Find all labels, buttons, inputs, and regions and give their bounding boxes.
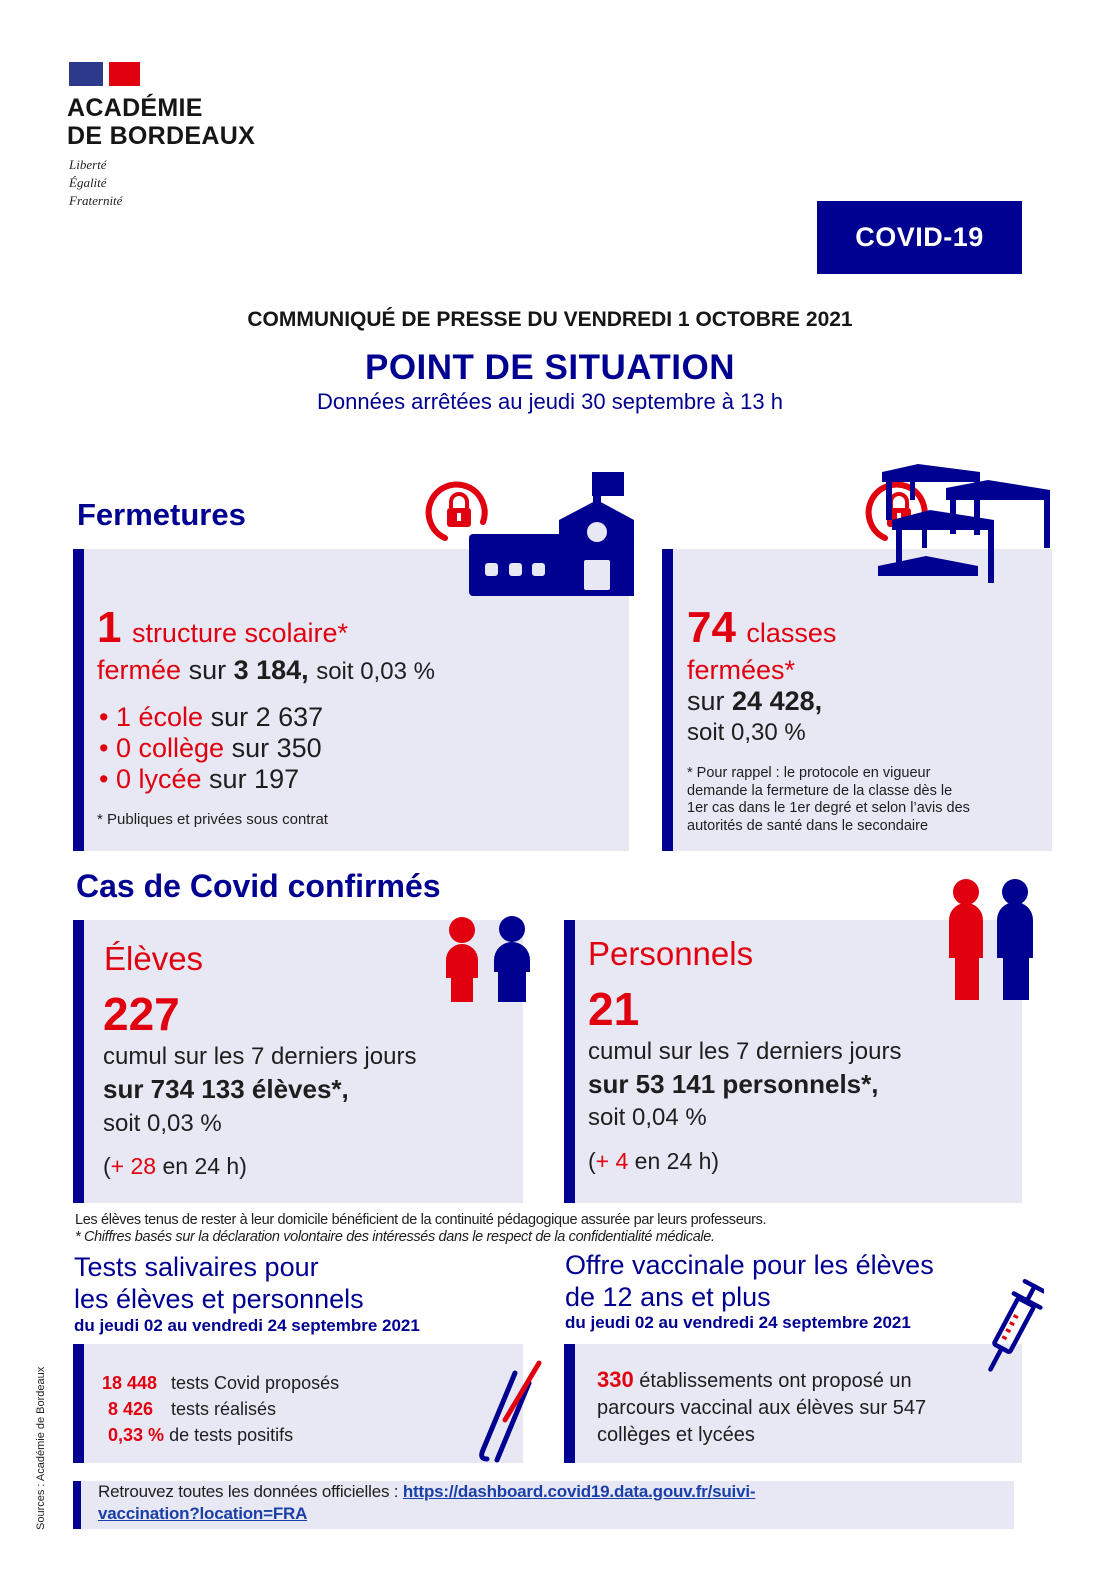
classes-headline bbox=[687, 603, 836, 653]
vaccin-title-line2: de 12 ans et plus bbox=[565, 1282, 771, 1312]
tests-period: du jeudi 02 au vendredi 24 septembre 2021 bbox=[74, 1316, 420, 1335]
footnote-line: autorités de santé dans le secondaire bbox=[687, 817, 929, 834]
bullet: • bbox=[99, 764, 109, 794]
staff-cumul-label: cumul sur les 7 derniers jours bbox=[588, 1038, 902, 1065]
classes-total-line bbox=[687, 686, 822, 717]
page-title: POINT DE SITUATION bbox=[364, 348, 736, 387]
school-building-icon bbox=[467, 470, 637, 598]
vaccin-count: 330 bbox=[597, 1367, 634, 1392]
declaration-note: * Chiffres basés sur la déclaration volontaire des intéressés dans le respect de la confidentialité médicale. bbox=[75, 1229, 715, 1245]
vaccin-title-line1: Offre vaccinale pour les élèves bbox=[565, 1250, 934, 1280]
official-data-label: Retrouvez toutes les données officielles : bbox=[98, 1482, 399, 1501]
students-percent: soit 0,03 % bbox=[103, 1110, 222, 1137]
list-item-lycee bbox=[99, 764, 323, 795]
syringe-icon bbox=[982, 1275, 1044, 1379]
tests-row-done bbox=[102, 1396, 339, 1422]
tests-done-label: tests réalisés bbox=[171, 1399, 277, 1419]
tests-proposed-label: tests Covid proposés bbox=[171, 1373, 340, 1393]
academy-name bbox=[67, 94, 255, 150]
source-credit: Sources : Académie de Bordeaux bbox=[35, 1366, 47, 1530]
sur-word: sur bbox=[188, 655, 227, 685]
students-total: sur 734 133 élèves*, bbox=[103, 1074, 349, 1104]
dashboard-link[interactable]: https://dashboard.covid19.data.gouv.fr/suivi- bbox=[402, 1482, 756, 1501]
people-icon bbox=[945, 876, 1035, 1004]
list-item-ecole bbox=[99, 702, 323, 733]
sur-word: sur bbox=[687, 686, 725, 716]
tests-row-proposed bbox=[102, 1370, 339, 1396]
staff-total: sur 53 141 personnels*, bbox=[588, 1069, 879, 1099]
structures-headline bbox=[97, 603, 348, 653]
data-date-subtitle: Données arrêtées au jeudi 30 septembre à 13 h bbox=[317, 389, 783, 414]
covid-badge: COVID-19 bbox=[817, 201, 1022, 274]
students-24h-delta bbox=[103, 1153, 247, 1180]
tests-positive-value: 0,33 % bbox=[108, 1425, 165, 1445]
tests-done-value: 8 426 bbox=[108, 1399, 154, 1419]
students-case-count: 227 bbox=[103, 988, 180, 1040]
staff-24h-delta bbox=[588, 1148, 719, 1175]
classes-label: classes bbox=[746, 618, 837, 648]
closed-word: fermée bbox=[97, 655, 182, 685]
official-data-text bbox=[98, 1481, 755, 1525]
classes-closed-count: 74 bbox=[687, 603, 736, 652]
structures-total-line bbox=[97, 655, 435, 686]
dashboard-link-continued[interactable]: vaccination?location=FRA bbox=[98, 1504, 308, 1523]
delta-rest: en 24 h) bbox=[628, 1148, 720, 1174]
classes-total: 24 428, bbox=[732, 686, 823, 716]
republic-flag-logo bbox=[69, 62, 140, 86]
section-title-vaccin bbox=[565, 1249, 934, 1313]
tests-row-positive bbox=[102, 1422, 339, 1448]
vaccin-text bbox=[597, 1366, 926, 1449]
college-total: sur 350 bbox=[231, 733, 322, 763]
footnote-line: 1er cas dans le 1er degré et selon l’avis des bbox=[687, 800, 970, 816]
continuity-note: Les élèves tenus de rester à leur domicile bénéficient de la continuité pédagogique assurée par leurs professeurs. bbox=[75, 1212, 767, 1228]
staff-label: Personnels bbox=[588, 935, 754, 972]
ecole-total: sur 2 637 bbox=[210, 702, 324, 732]
vaccin-text-line2: parcours vaccinal aux élèves sur 547 bbox=[597, 1397, 927, 1419]
delta-rest: en 24 h) bbox=[156, 1153, 247, 1179]
tests-stats-list bbox=[102, 1370, 339, 1448]
footnote-line: * Pour rappel : le protocole en vigueur bbox=[687, 765, 931, 781]
list-item-college bbox=[99, 733, 323, 764]
footnote-line: demande la fermeture de la classe dès le bbox=[687, 782, 953, 799]
vaccin-period: du jeudi 02 au vendredi 24 septembre 2021 bbox=[565, 1313, 911, 1332]
structures-footnote: * Publiques et privées sous contrat bbox=[97, 811, 328, 828]
students-cumul-label: cumul sur les 7 derniers jours bbox=[103, 1043, 417, 1070]
motto-liberte: Liberté bbox=[69, 157, 107, 172]
lycee-value: 0 lycée bbox=[115, 764, 202, 794]
students-label: Élèves bbox=[104, 940, 204, 977]
structures-label: structure scolaire* bbox=[131, 618, 349, 648]
people-icon bbox=[442, 916, 534, 1006]
delta-value: + 4 bbox=[595, 1148, 629, 1174]
college-value: 0 collège bbox=[115, 733, 225, 763]
classroom-desks-icon bbox=[878, 462, 1058, 627]
paren: ( bbox=[588, 1148, 596, 1174]
classes-percent: soit 0,30 % bbox=[687, 719, 806, 746]
staff-case-count: 21 bbox=[588, 983, 640, 1035]
vaccin-text-line3: collèges et lycées bbox=[597, 1424, 755, 1446]
tests-title-line1: Tests salivaires pour bbox=[74, 1252, 319, 1282]
motto bbox=[69, 156, 122, 210]
vaccin-text-line1: établissements ont proposé un bbox=[633, 1370, 912, 1392]
classes-closed-word: fermées* bbox=[687, 655, 796, 685]
saliva-test-swab-icon bbox=[475, 1355, 545, 1465]
bullet: • bbox=[99, 702, 109, 732]
structures-breakdown-list bbox=[99, 702, 323, 795]
motto-egalite: Égalité bbox=[69, 175, 107, 190]
ecole-value: 1 école bbox=[115, 702, 204, 732]
structures-closed-count: 1 bbox=[97, 603, 122, 652]
classes-footnote bbox=[687, 765, 970, 835]
section-title-cas-covid: Cas de Covid confirmés bbox=[76, 868, 441, 904]
section-title-tests bbox=[74, 1251, 364, 1315]
lycee-total: sur 197 bbox=[209, 764, 300, 794]
section-title-fermetures: Fermetures bbox=[77, 497, 246, 532]
structures-total: 3 184, bbox=[233, 655, 309, 685]
press-release-date: COMMUNIQUÉ DE PRESSE DU VENDREDI 1 OCTOBRE 2021 bbox=[247, 308, 853, 331]
tests-positive-label: de tests positifs bbox=[169, 1425, 294, 1445]
tests-title-line2: les élèves et personnels bbox=[74, 1284, 364, 1314]
bullet: • bbox=[99, 733, 109, 763]
academy-name-line1: ACADÉMIE bbox=[67, 94, 203, 122]
motto-fraternite: Fraternité bbox=[69, 193, 123, 208]
staff-percent: soit 0,04 % bbox=[588, 1104, 707, 1131]
tests-proposed-value: 18 448 bbox=[102, 1373, 158, 1393]
academy-name-line2: DE BORDEAUX bbox=[67, 122, 256, 150]
delta-value: + 28 bbox=[110, 1153, 157, 1179]
paren: ( bbox=[103, 1153, 111, 1179]
structures-percent: soit 0,03 % bbox=[316, 658, 435, 685]
